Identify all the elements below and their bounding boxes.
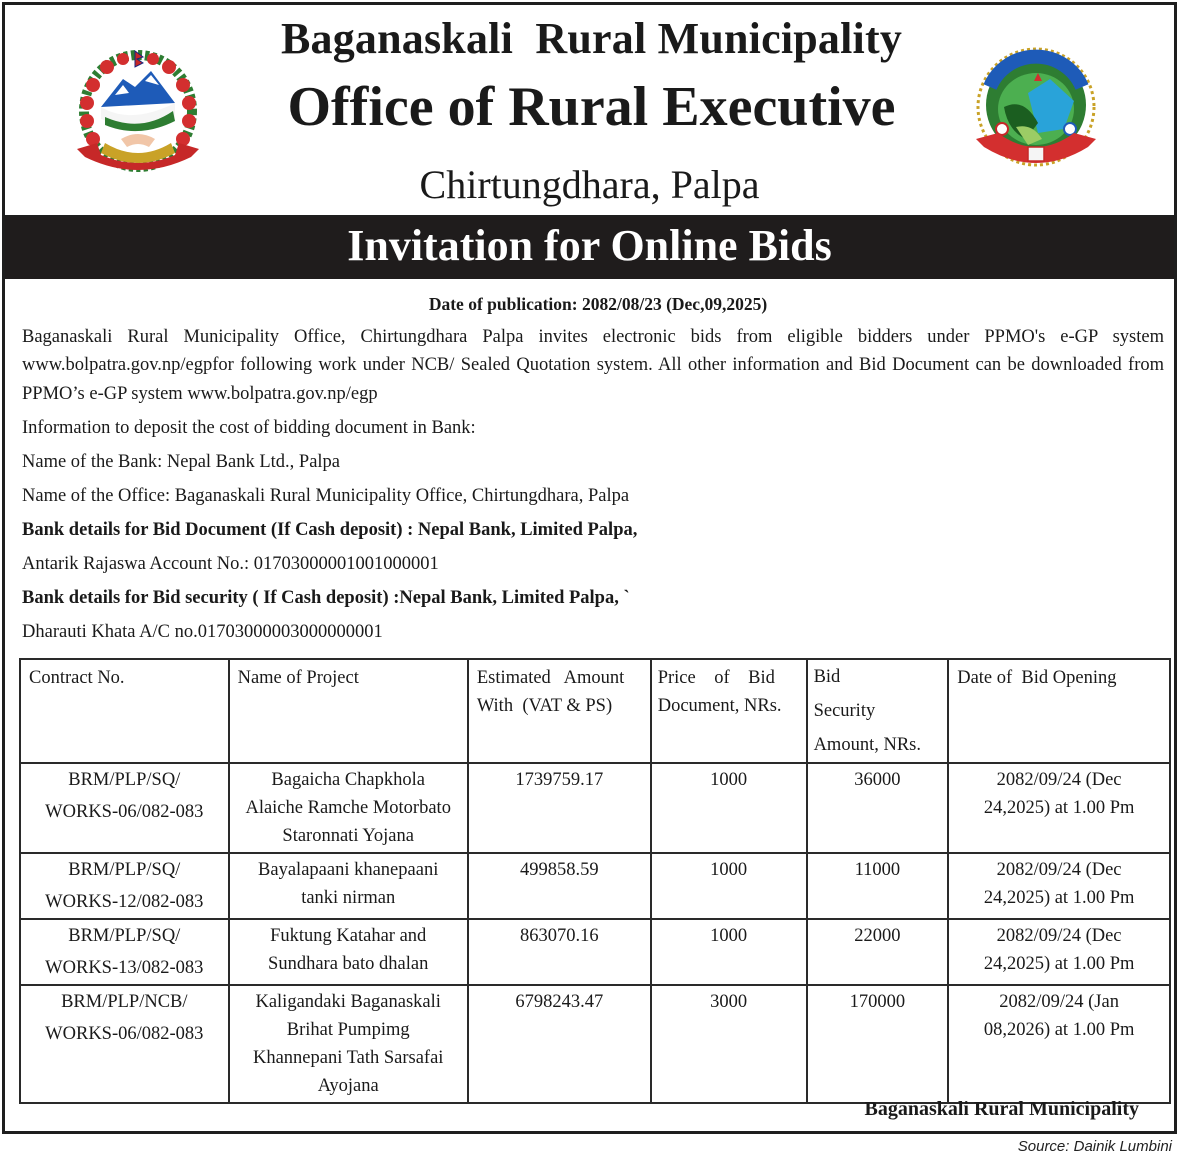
bid-document-price-cell: 1000 (651, 853, 807, 919)
source-credit: Source: Dainik Lumbini (1017, 1138, 1172, 1155)
estimated-amount-cell: 499858.59 (468, 853, 651, 919)
bid-security-bank-details: Bank details for Bid security ( If Cash deposit) :Nepal Bank, Limited Palpa, ` (22, 587, 630, 608)
municipality-seal-icon (968, 43, 1104, 175)
revenue-account-number: Antarik Rajaswa Account No.: 01703000001001000001 (22, 553, 439, 574)
bid-document-bank-details: Bank details for Bid Document (If Cash deposit) : Nepal Bank, Limited Palpa, (22, 519, 638, 540)
opening-date-cell: 2082/09/24 (Dec 24,2025) at 1.00 Pm (948, 853, 1170, 919)
notice-body (22, 290, 1164, 646)
bid-security-cell: 170000 (807, 985, 949, 1103)
contract-no-cell: BRM/PLP/NCB/ WORKS-06/082-083 (20, 985, 229, 1103)
bid-security-cell: 22000 (807, 919, 949, 985)
header-bid-document-price: Price of Bid Document, NRs. (651, 659, 807, 763)
municipality-name: Baganaskali Rural Municipality (280, 14, 903, 63)
contract-no-cell: BRM/PLP/SQ/ WORKS-06/082-083 (20, 763, 229, 853)
opening-date-cell: 2082/09/24 (Jan 08,2026) at 1.00 Pm (948, 985, 1170, 1103)
opening-date-cell: 2082/09/24 (Dec 24,2025) at 1.00 Pm (948, 763, 1170, 853)
header-bid-opening-date: Date of Bid Opening (948, 659, 1170, 763)
notice-frame (2, 2, 1177, 1134)
bids-table (19, 658, 1171, 1104)
header-estimated-amount: Estimated Amount With (VAT & PS) (468, 659, 651, 763)
office-name: Name of the Office: Baganaskali Rural Municipality Office, Chirtungdhara, Palpa (22, 485, 630, 506)
deposit-info: Information to deposit the cost of bidding document in Bank: (22, 417, 476, 438)
project-name-cell: Bayalapaani khanepaani tanki nirman (229, 853, 468, 919)
office-location: Chirtungdhara, Palpa (419, 162, 760, 207)
bid-document-price-cell: 3000 (651, 985, 807, 1103)
table-row (20, 853, 1170, 919)
bid-document-price-cell: 1000 (651, 763, 807, 853)
table-row (20, 763, 1170, 853)
deposit-account-number: Dharauti Khata A/C no.01703000003000000001 (22, 621, 383, 642)
bank-name: Name of the Bank: Nepal Bank Ltd., Palpa (22, 451, 341, 472)
notice-header (5, 5, 1174, 217)
project-name-cell: Bagaicha Chapkhola Alaiche Ramche Motorbato Staronnati Yojana (229, 763, 468, 853)
header-bid-security-amount: Bid Security Amount, NRs. (807, 659, 949, 763)
table-header-row (20, 659, 1170, 763)
project-name-cell: Kaligandaki Baganaskali Brihat Pumpimg Khannepani Tath Sarsafai Ayojana (229, 985, 468, 1103)
table-row (20, 985, 1170, 1103)
office-title: Office of Rural Executive (287, 76, 896, 138)
bid-security-cell: 11000 (807, 853, 949, 919)
notice-banner-title: Invitation for Online Bids (5, 217, 1174, 279)
bid-security-cell: 36000 (807, 763, 949, 853)
intro-paragraph: Baganaskali Rural Municipality Office, Chirtungdhara Palpa invites electronic bids from eligible bidders under PPMO's e-GP system www.bolpatra.gov.np/egpfor following work under NCB/ Sealed Quotation system. All other information and Bid Document can be downloaded from PPMO’s e-GP system www.bolpatra.gov.np/egp (22, 326, 1164, 404)
opening-date-cell: 2082/09/24 (Dec 24,2025) at 1.00 Pm (948, 919, 1170, 985)
publication-date: Date of publication: 2082/08/23 (Dec,09,2025) (428, 294, 768, 314)
bid-document-price-cell: 1000 (651, 919, 807, 985)
contract-no-cell: BRM/PLP/SQ/ WORKS-12/082-083 (20, 853, 229, 919)
contract-no-cell: BRM/PLP/SQ/ WORKS-13/082-083 (20, 919, 229, 985)
project-name-cell: Fuktung Katahar and Sundhara bato dhalan (229, 919, 468, 985)
signatory: Baganaskali Rural Municipality (864, 1098, 1139, 1120)
header-contract-no: Contract No. (20, 659, 229, 763)
estimated-amount-cell: 1739759.17 (468, 763, 651, 853)
table-row (20, 919, 1170, 985)
estimated-amount-cell: 6798243.47 (468, 985, 651, 1103)
estimated-amount-cell: 863070.16 (468, 919, 651, 985)
header-project-name: Name of Project (229, 659, 468, 763)
